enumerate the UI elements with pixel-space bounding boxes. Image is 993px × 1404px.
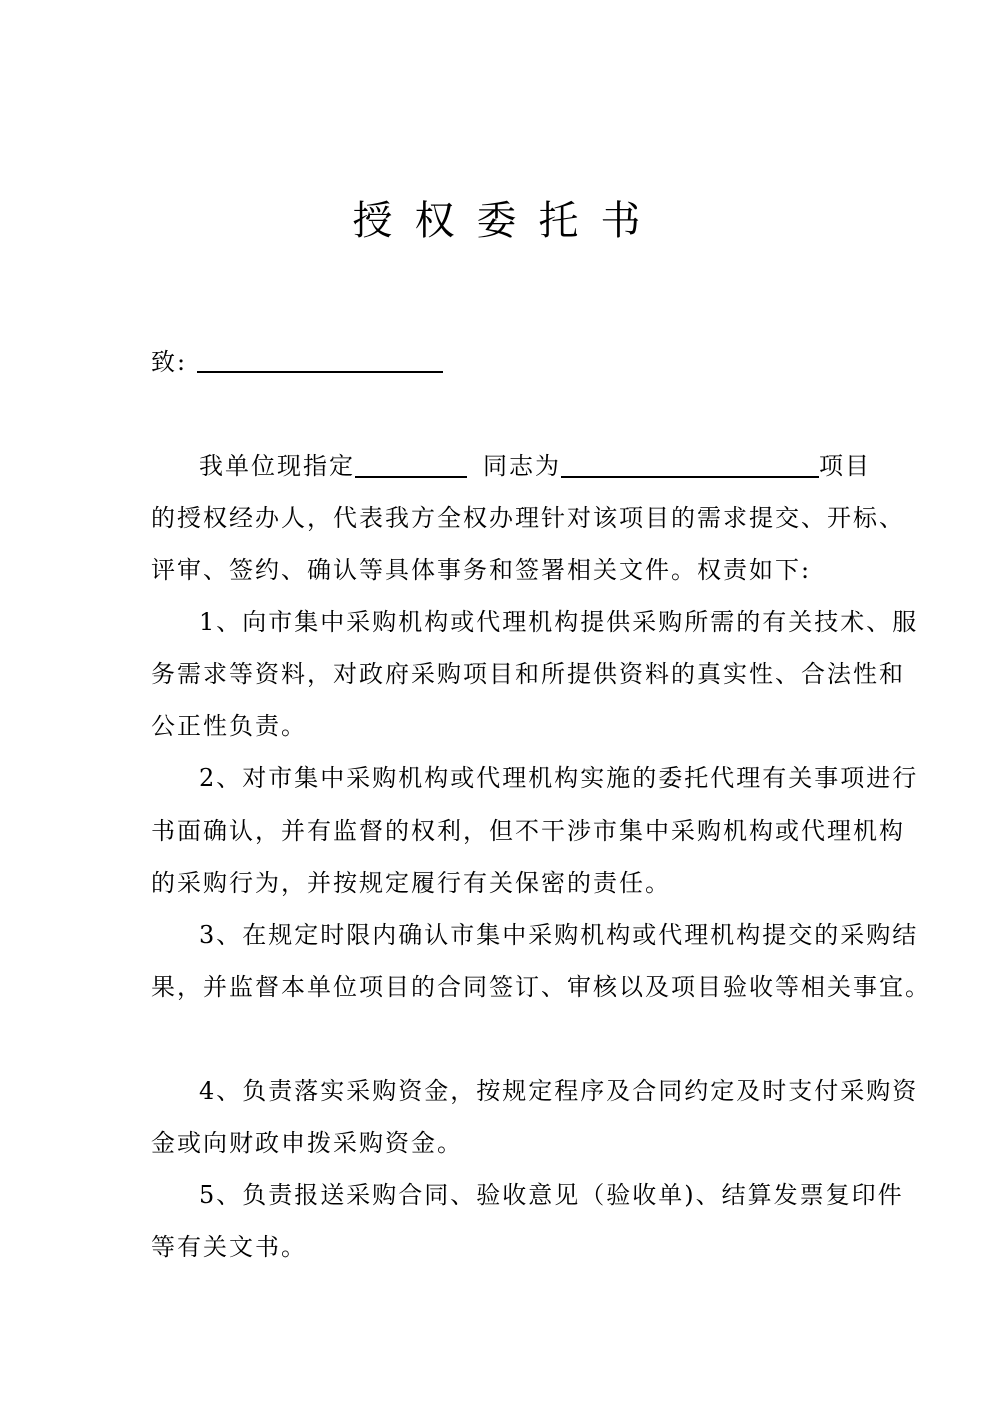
item-4-line-1: 4、负责落实采购资金，按规定程序及合同约定及时支付采购资 [199, 1077, 919, 1105]
item-4-line-2: 金或向财政申拨采购资金。 [151, 1129, 463, 1157]
intro-text-designate: 我单位现指定 [199, 452, 355, 480]
document-title: 授权委托书 [352, 198, 663, 244]
item-1-line-3: 公正性负责。 [151, 712, 307, 740]
item-2-line-2: 书面确认，并有监督的权利，但不干涉市集中采购机构或代理机构 [151, 817, 905, 845]
item-5-line-1: 5、负责报送采购合同、验收意见（验收单)、结算发票复印件 [199, 1181, 904, 1209]
project-name-blank [561, 454, 819, 478]
person-name-blank [355, 454, 467, 478]
salutation: 致: [151, 348, 188, 376]
item-2-line-3: 的采购行为，并按规定履行有关保密的责任。 [151, 869, 671, 897]
item-1-line-1: 1、向市集中采购机构或代理机构提供采购所需的有关技术、服 [199, 608, 919, 636]
intro-line-2: 的授权经办人，代表我方全权办理针对该项目的需求提交、开标、 [151, 504, 905, 532]
item-3-line-2: 果，并监督本单位项目的合同签订、审核以及项目验收等相关事宜。 [151, 973, 931, 1001]
item-1-line-2: 务需求等资料，对政府采购项目和所提供资料的真实性、合法性和 [151, 660, 905, 688]
recipient-blank [197, 371, 443, 373]
intro-line-3: 评审、签约、确认等具体事务和签署相关文件。权责如下: [151, 556, 812, 584]
intro-line-1 [199, 451, 899, 481]
item-2-line-1: 2、对市集中采购机构或代理机构实施的委托代理有关事项进行 [199, 764, 919, 792]
item-3-line-1: 3、在规定时限内确认市集中采购机构或代理机构提交的采购结 [199, 921, 919, 949]
item-5-line-2: 等有关文书。 [151, 1233, 307, 1261]
intro-text-project: 项目 [819, 452, 871, 480]
intro-text-comrade: 同志为 [483, 452, 561, 480]
